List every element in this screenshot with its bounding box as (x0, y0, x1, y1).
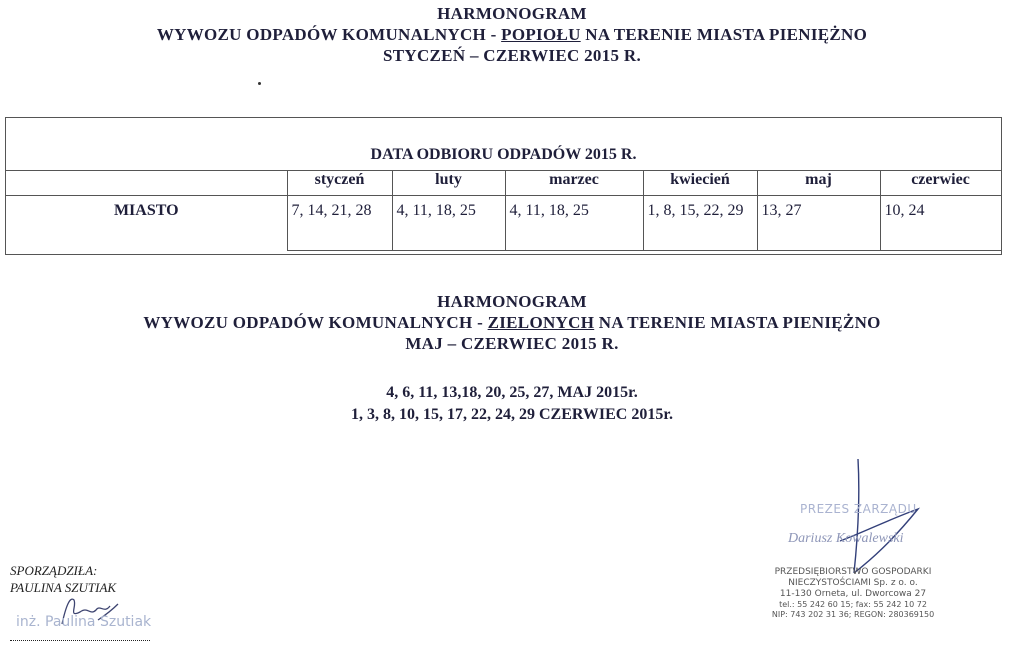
signature-line (10, 640, 150, 641)
row-label-city: MIASTO (6, 196, 287, 251)
stamp-name: Dariusz Kowalewski (788, 531, 904, 546)
heading-period: STYCZEŃ – CZERWIEC 2015 R. (383, 46, 641, 65)
company-stamp (740, 455, 970, 645)
company-phone: tel.: 55 242 60 15; fax: 55 242 10 72 (779, 600, 927, 609)
table-title: DATA ODBIORU ODPADÓW 2015 R. (370, 146, 637, 163)
company-line: NIECZYSTOŚCIAMI Sp. z o. o. (788, 578, 918, 588)
waste-type-underlined: POPIOŁU (501, 25, 581, 44)
heading-subtitle-suffix: NA TERENIE MIASTA PIENIĘŻNO (580, 25, 868, 44)
month-header: maj (757, 171, 880, 196)
heading-subtitle-prefix: WYWOZU ODPADÓW KOMUNALNYCH - (143, 313, 488, 332)
green-dates-june: 1, 3, 8, 10, 15, 17, 22, 24, 29 CZERWIEC 2015r. (351, 406, 673, 423)
collection-table (5, 117, 1002, 255)
stray-dot (258, 82, 261, 85)
prepared-by-label: SPORZĄDZIŁA: (10, 563, 98, 578)
month-header: luty (392, 171, 505, 196)
company-line: PRZEDSIĘBIORSTWO GOSPODARKI (774, 567, 932, 577)
waste-type-underlined: ZIELONYCH (487, 313, 595, 332)
heading-period: MAJ – CZERWIEC 2015 R. (405, 334, 619, 353)
heading-title: HARMONOGRAM (437, 292, 587, 311)
green-dates-may: 4, 6, 11, 13,18, 20, 25, 27, MAJ 2015r. (386, 384, 638, 401)
heading-subtitle (0, 24, 1024, 45)
heading-ash (0, 3, 1024, 66)
heading-title: HARMONOGRAM (437, 4, 587, 23)
heading-subtitle-suffix: NA TERENIE MIASTA PIENIĘŻNO (594, 313, 881, 332)
collection-grid (6, 170, 1002, 251)
preparer-stamp-name: inż. Paulina Szutiak (16, 614, 152, 630)
month-header: kwiecień (643, 171, 757, 196)
header-blank-cell (6, 171, 287, 196)
prepared-by-name: PAULINA SZUTIAK (10, 580, 117, 595)
table-row (6, 196, 1001, 251)
date-cell: 1, 8, 15, 22, 29 (643, 196, 757, 251)
stamp-title: PREZES ZARZĄDU (800, 502, 917, 516)
date-cell: 4, 11, 18, 25 (392, 196, 505, 251)
heading-subtitle (0, 312, 1024, 333)
date-cell: 10, 24 (880, 196, 1001, 251)
heading-green (0, 291, 1024, 354)
company-ids: NIP: 743 202 31 36; REGON: 280369150 (771, 610, 935, 619)
month-header-row (6, 171, 1001, 196)
month-header: styczeń (287, 171, 392, 196)
date-cell: 4, 11, 18, 25 (505, 196, 643, 251)
heading-subtitle-prefix: WYWOZU ODPADÓW KOMUNALNYCH - (156, 25, 502, 44)
company-address: 11-130 Orneta, ul. Dworcowa 27 (779, 589, 927, 599)
date-cell: 7, 14, 21, 28 (287, 196, 392, 251)
date-cell: 13, 27 (757, 196, 880, 251)
month-header: marzec (505, 171, 643, 196)
company-details (748, 567, 958, 620)
month-header: czerwiec (880, 171, 1001, 196)
